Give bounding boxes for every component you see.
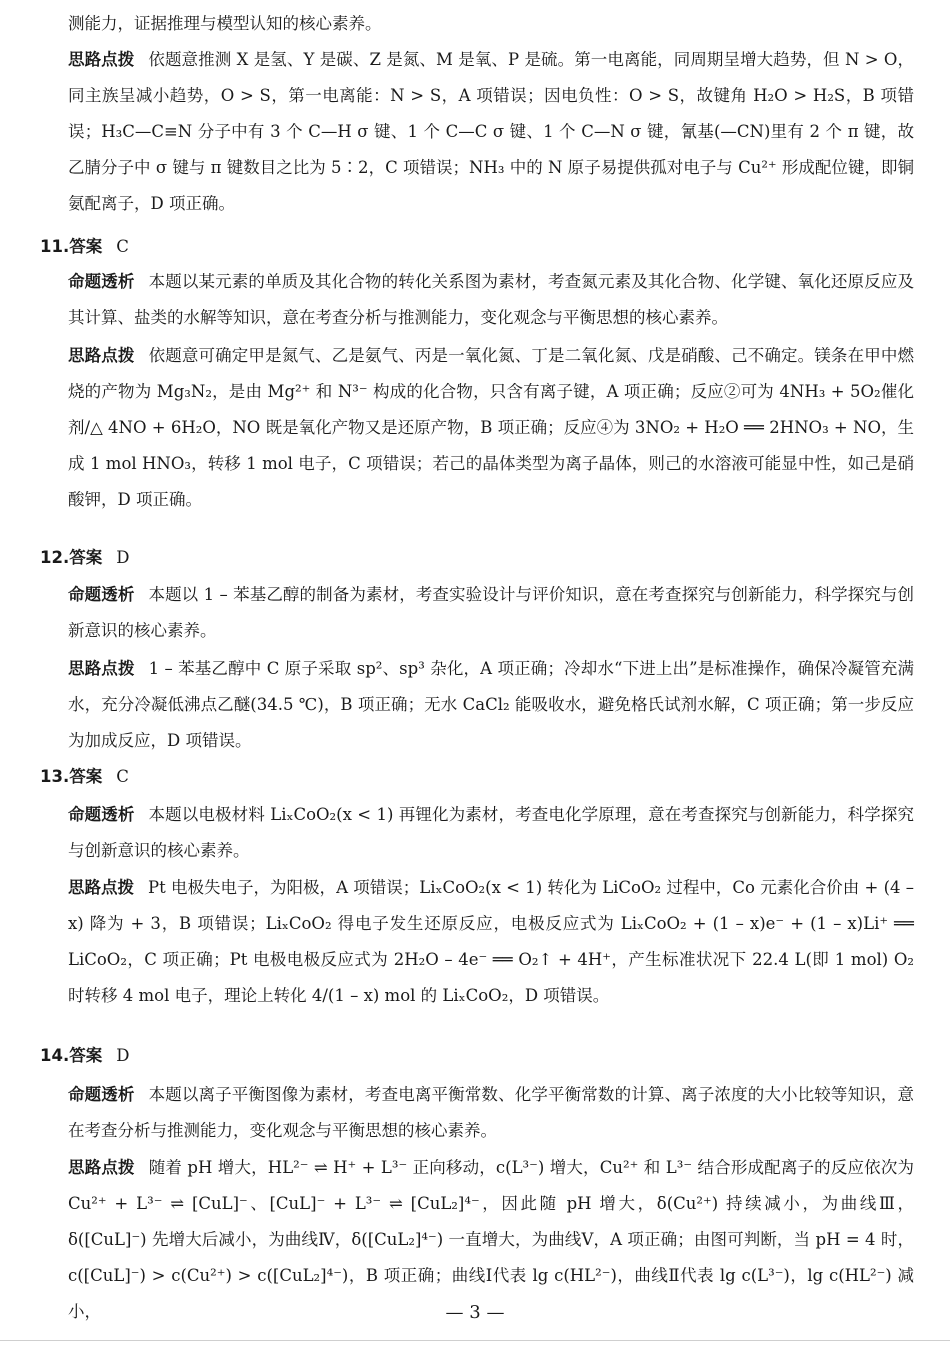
q14-answer: D <box>116 1046 130 1065</box>
q12-analysis <box>68 577 914 649</box>
q14-answer-label: 答案 <box>69 1046 103 1065</box>
q14-hint-label: 思路点拨 <box>68 1158 135 1177</box>
q11-hint-text-2: 催化剂/△ 4NO + 6H₂O，NO 既是氧化产物又是还原产物，B 项正确；反应④为 3NO₂ + H₂O ══ 2HNO₃ + NO，生成 1 mol HNO₃，转移 1 mol 电子，C 项错误；若己的晶体类型为离子晶体，则己的水溶液可能显中性，如己是硝酸钾，D 项正确。 <box>68 382 914 509</box>
q12-hint <box>68 651 914 759</box>
q10-hint-text: 依题意推测 X 是氢、Y 是碳、Z 是氮、M 是氧、P 是硫。第一电离能，同周期呈增大趋势，但 N > O，同主族呈减小趋势，O > S，第一电离能：N > S，A 项错误；因电负性：O > S，故键角 H₂O > H₂S，B 项错误；H₃C—C≡N 分子中有 3 个 C—H σ 键、1 个 C—C σ 键、1 个 C—N σ 键，氰基(—CN)里有 2 个 π 键，故乙腈分子中 σ 键与 π 键数目之比为 5∶2，C 项错误；NH₃ 中的 N 原子易提供孤对电子与 Cu²⁺ 形成配位键，即铜氨配离子，D 项正确。 <box>68 50 914 213</box>
q12-answer: D <box>116 548 130 567</box>
q12-hint-label: 思路点拨 <box>68 659 135 678</box>
q14-analysis-label: 命题透析 <box>68 1085 135 1104</box>
page-number: — 3 — <box>445 1302 505 1323</box>
q10-hint <box>68 42 914 222</box>
q13-answer-label: 答案 <box>69 767 103 786</box>
q14-answer-row <box>40 1041 129 1071</box>
q11-hint <box>68 338 914 518</box>
q14-number: 14. <box>40 1046 70 1065</box>
q14-analysis-text: 本题以离子平衡图像为素材，考查电离平衡常数、化学平衡常数的计算、离子浓度的大小比较等知识，意在考查分析与推测能力，变化观念与平衡思想的核心素养。 <box>68 1085 915 1140</box>
q11-analysis-text: 本题以某元素的单质及其化合物的转化关系图为素材，考查氮元素及其化合物、化学键、氧化还原反应及其计算、盐类的水解等知识，意在考查分析与推测能力，变化观念与平衡思想的核心素养。 <box>68 272 915 327</box>
q13-answer-row <box>40 762 129 792</box>
q11-analysis-label: 命题透析 <box>68 272 135 291</box>
q12-analysis-label: 命题透析 <box>68 585 135 604</box>
q13-answer: C <box>116 767 129 786</box>
q10-hint-label: 思路点拨 <box>68 50 135 69</box>
q13-analysis-label: 命题透析 <box>68 805 135 824</box>
intro-fragment: 测能力，证据推理与模型认知的核心素养。 <box>68 14 382 33</box>
q11-answer-row <box>40 232 129 262</box>
q12-answer-row <box>40 543 129 573</box>
q11-number: 11. <box>40 237 70 256</box>
q13-number: 13. <box>40 767 70 786</box>
q11-hint-label: 思路点拨 <box>68 346 135 365</box>
q14-hint-text: 随着 pH 增大，HL²⁻ ⇌ H⁺ + L³⁻ 正向移动，c(L³⁻) 增大，Cu²⁺ 和 L³⁻ 结合形成配离子的反应依次为 Cu²⁺ + L³⁻ ⇌ [CuL]⁻、[CuL]⁻ + L³⁻ ⇌ [CuL₂]⁴⁻，因此随 pH 增大，δ(Cu²⁺) 持续减小，为曲线Ⅲ，δ([CuL]⁻) 先增大后减小，为曲线Ⅳ，δ([CuL₂]⁴⁻) 一直增大，为曲线Ⅴ，A 项正确；由图可判断，当 pH = 4 时，c([CuL]⁻) > c(Cu²⁺) > c([CuL₂]⁴⁻)，B 项正确；曲线Ⅰ代表 lg c(HL²⁻)，曲线Ⅱ代表 lg c(L³⁻)，lg c(HL²⁻) 减小， <box>68 1158 915 1321</box>
footer-divider <box>0 1340 950 1341</box>
q12-answer-label: 答案 <box>69 548 103 567</box>
q11-analysis <box>68 264 914 336</box>
q12-hint-text: 1 – 苯基乙醇中 C 原子采取 sp²、sp³ 杂化，A 项正确；冷却水“下进上出”是标准操作，确保冷凝管充满水，充分冷凝低沸点乙醚(34.5 ℃)，B 项正确；无水 CaCl₂ 能吸收水，避免格氏试剂水解，C 项正确；第一步反应为加成反应，D 项错误。 <box>68 659 914 750</box>
q12-analysis-text: 本题以 1 – 苯基乙醇的制备为素材，考查实验设计与评价知识，意在考查探究与创新能力，科学探究与创新意识的核心素养。 <box>68 585 915 640</box>
q13-analysis <box>68 797 914 869</box>
q13-hint-label: 思路点拨 <box>68 878 135 897</box>
q13-hint-text: Pt 电极失电子，为阳极，A 项错误；LiₓCoO₂(x < 1) 转化为 LiCoO₂ 过程中，Co 元素化合价由 + (4 – x) 降为 + 3，B 项错误；LiₓCoO₂ 得电子发生还原反应，电极反应式为 LiₓCoO₂ + (1 – x)e⁻ + (1 – x)Li⁺ ══ LiCoO₂，C 项正确；Pt 电极电极反应式为 2H₂O – 4e⁻ ══ O₂↑ + 4H⁺，产生标准状况下 22.4 L(即 1 mol) O₂ 时转移 4 mol 电子，理论上转化 4/(1 – x) mol 的 LiₓCoO₂，D 项错误。 <box>68 878 915 1005</box>
q13-analysis-text: 本题以电极材料 LiₓCoO₂(x < 1) 再锂化为素材，考查电化学原理，意在考查探究与创新能力，科学探究与创新意识的核心素养。 <box>68 805 914 860</box>
q11-answer: C <box>116 237 129 256</box>
q11-answer-label: 答案 <box>69 237 103 256</box>
q14-analysis <box>68 1077 914 1149</box>
q13-hint <box>68 870 914 1014</box>
q11-hint-text-1: 依题意可确定甲是氮气、乙是氨气、丙是一氧化氮、丁是二氧化氮、戊是硝酸、己不确定。镁条在甲中燃烧的产物为 Mg₃N₂，是由 Mg²⁺ 和 N³⁻ 构成的化合物，只含有离子键，A 项正确；反应②可为 4NH₃ + 5O₂ <box>68 346 915 401</box>
q12-number: 12. <box>40 548 70 567</box>
